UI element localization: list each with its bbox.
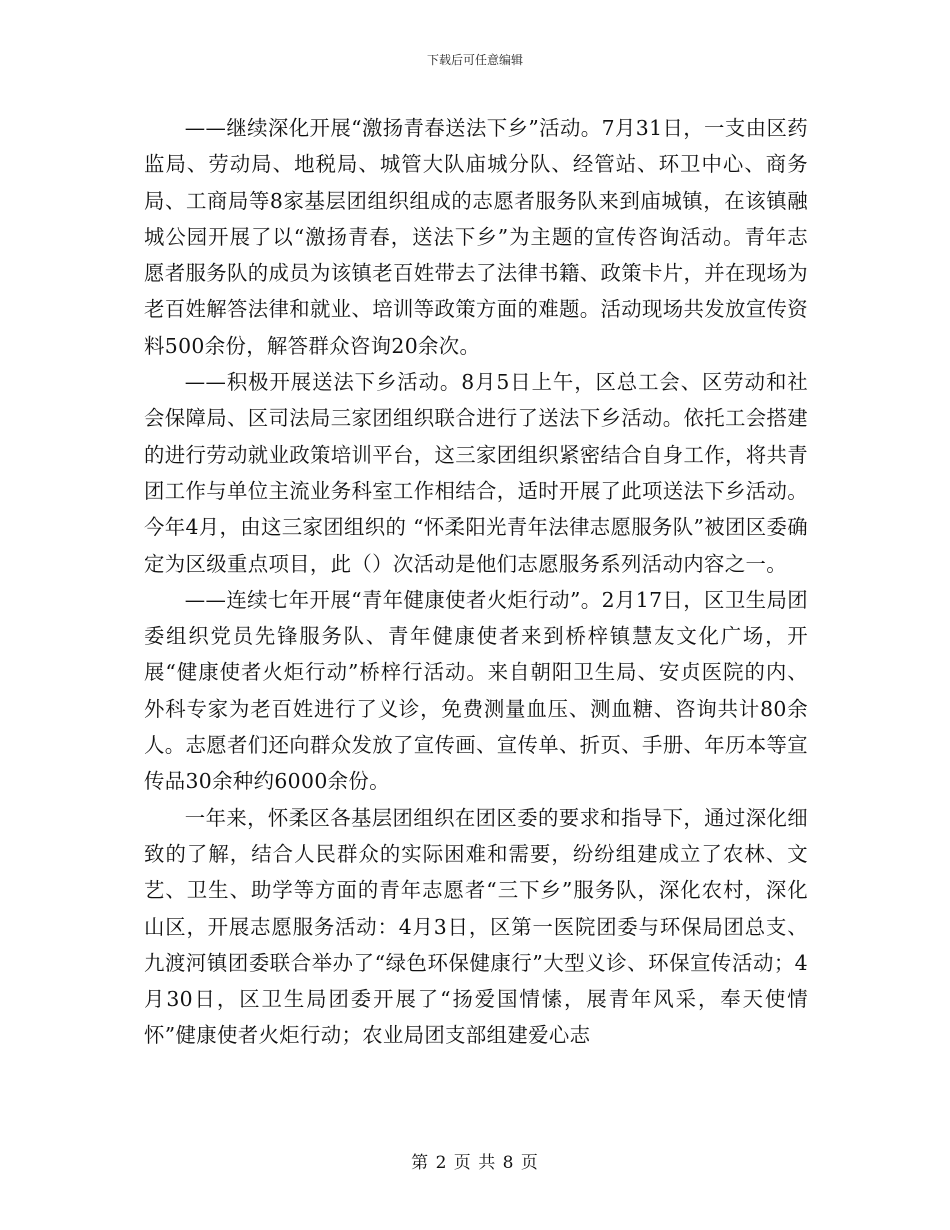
page-header-note: 下载后可任意编辑 bbox=[426, 53, 523, 67]
document-body bbox=[144, 110, 808, 1054]
paragraph-3: ——连续七年开展“青年健康使者火炬行动”。2月17日，区卫生局团委组织党员先锋服务队、青年健康使者来到桥梓镇慧友文化广场，开展“健康使者火炬行动”桥梓行活动。来自朝阳卫生局、安贞医院的内、外科专家为老百姓进行了义诊，免费测量血压、测血糖、咨询共计80余人。志愿者们还向群众发放了宣传画、宣传单、折页、手册、年历本等宣传品30余种约6000余份。 bbox=[144, 587, 808, 794]
paragraph-2: ——积极开展送法下乡活动。8月5日上午，区总工会、区劳动和社会保障局、区司法局三家团组织联合进行了送法下乡活动。依托工会搭建的进行劳动就业政策培训平台，这三家团组织紧密结合自身工作，将共青团工作与单位主流业务科室工作相结合，适时开展了此项送法下乡活动。今年4月，由这三家团组织的 “怀柔阳光青年法律志愿服务队”被团区委确定为区级重点项目，此（）次活动是他们志愿服务系列活动内容之一。 bbox=[144, 370, 808, 576]
paragraph-4: 一年来，怀柔区各基层团组织在团区委的要求和指导下，通过深化细致的了解，结合人民群众的实际困难和需要，纷纷组建成立了农林、文艺、卫生、助学等方面的青年志愿者“三下乡”服务队，深化农村，深化山区，开展志愿服务活动：4月3日，区第一医院团委与环保局团总支、九渡河镇团委联合举办了“绿色环保健康行”大型义诊、环保宣传活动；4月30日，区卫生局团委开展了“扬爱国情愫，展青年风采，奉天使情怀”健康使者火炬行动；农业局团支部组建爱心志 bbox=[144, 805, 808, 1048]
page-number: 第 2 页 共 8 页 bbox=[411, 1153, 539, 1173]
paragraph-1: ——继续深化开展“激扬青春送法下乡”活动。7月31日，一支由区药监局、劳动局、地税局、城管大队庙城分队、经管站、环卫中心、商务局、工商局等8家基层团组织组成的志愿者服务队来到庙城镇，在该镇融城公园开展了以“激扬青春，送法下乡”为主题的宣传咨询活动。青年志愿者服务队的成员为该镇老百姓带去了法律书籍、政策卡片，并在现场为老百姓解答法律和就业、培训等政策方面的难题。活动现场共发放宣传资料500余份，解答群众咨询20余次。 bbox=[144, 116, 808, 358]
